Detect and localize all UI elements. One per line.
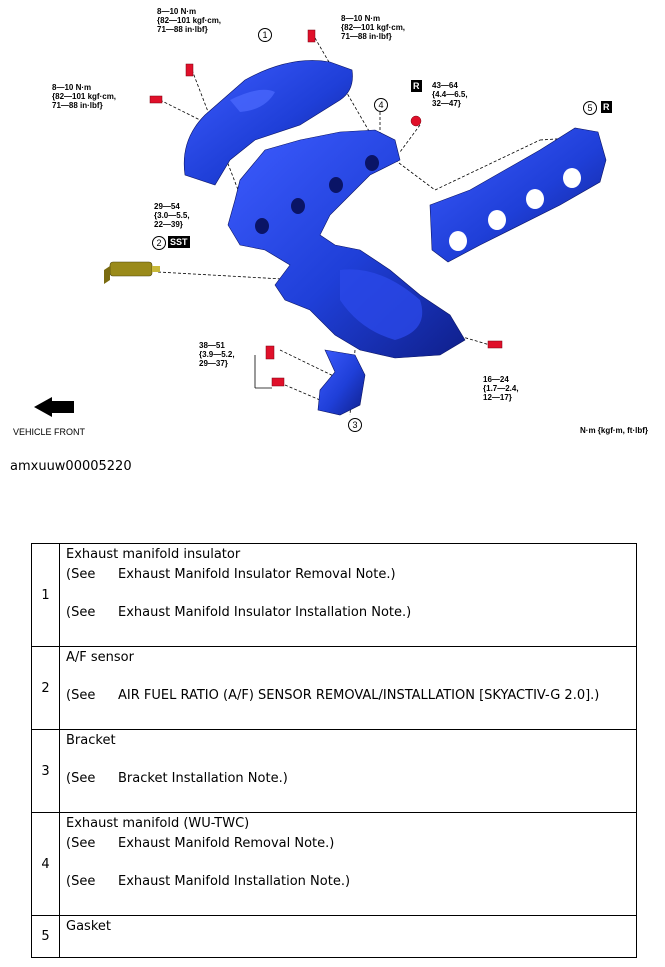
part-number: 4 [32, 813, 60, 916]
figure-id: amxuuw00005220 [10, 459, 132, 474]
reference-note [66, 873, 630, 891]
part-description-cell [60, 647, 637, 730]
reference-link[interactable]: AIR FUEL RATIO (A/F) SENSOR REMOVAL/INSTALLATION [SKYACTIV-G 2.0].) [118, 688, 600, 703]
reference-link[interactable]: Exhaust Manifold Installation Note.) [118, 874, 351, 889]
reference-note [66, 566, 630, 584]
af-sensor-part [104, 262, 160, 284]
see-prefix: (See [66, 688, 96, 703]
sst-badge: SST [170, 237, 188, 247]
callout-1: 1 [258, 28, 272, 42]
part-description-cell [60, 544, 637, 647]
reference-note [66, 835, 630, 853]
part-name: A/F sensor [66, 650, 134, 665]
part-name: Gasket [66, 919, 111, 934]
torque-label-stud: 16—24 {1.7—2.4, 12—17} [483, 375, 519, 402]
parts-table [31, 543, 637, 958]
bracket-part [318, 350, 365, 415]
part-number: 2 [32, 647, 60, 730]
part-name: Exhaust manifold (WU-TWC) [66, 816, 250, 831]
table-row [32, 730, 637, 813]
callout-4: 4 [374, 98, 388, 112]
part-name: Bracket [66, 733, 116, 748]
reference-link[interactable]: Bracket Installation Note.) [118, 771, 288, 786]
vehicle-front-arrow-icon [34, 397, 74, 417]
torque-label-bracket: 38—51 {3.9—5.2, 29—37} [199, 341, 235, 368]
part-description-cell [60, 813, 637, 916]
table-row [32, 544, 637, 647]
see-prefix: (See [66, 771, 96, 786]
reference-link[interactable]: Exhaust Manifold Insulator Installation Note.) [118, 605, 412, 620]
vehicle-front-label: VEHICLE FRONT [13, 427, 86, 437]
part-number: 3 [32, 730, 60, 813]
reference-note [66, 687, 630, 705]
callout-5: 5 [583, 101, 597, 115]
units-legend: N·m {kgf·m, ft·lbf} [580, 426, 648, 435]
reference-link[interactable]: Exhaust Manifold Removal Note.) [118, 836, 335, 851]
see-prefix: (See [66, 567, 96, 582]
replace-badge-gasket: R [603, 102, 610, 112]
exploded-diagram [0, 0, 665, 445]
diagram-graphics [0, 0, 665, 445]
replace-badge-nut: R [413, 81, 420, 91]
part-number: 5 [32, 916, 60, 958]
part-description-cell [60, 916, 637, 958]
torque-label-insulator-right: 8—10 N·m {82—101 kgf·cm, 71—88 in·lbf} [341, 14, 406, 41]
reference-note [66, 770, 630, 788]
table-row [32, 916, 637, 958]
callout-3: 3 [348, 418, 362, 432]
torque-label-sensor: 29—54 {3.0—5.5, 22—39} [154, 202, 190, 229]
torque-label-insulator-top: 8—10 N·m {82—101 kgf·cm, 71—88 in·lbf} [157, 7, 222, 34]
see-prefix: (See [66, 874, 96, 889]
see-prefix: (See [66, 605, 96, 620]
torque-label-insulator-left: 8—10 N·m {82—101 kgf·cm, 71—88 in·lbf} [52, 83, 117, 110]
table-row [32, 813, 637, 916]
see-prefix: (See [66, 836, 96, 851]
reference-note [66, 604, 630, 622]
callout-2: 2 [152, 236, 166, 250]
torque-label-nut: 43—64 {4.4—6.5, 32—47} [432, 81, 468, 108]
part-number: 1 [32, 544, 60, 647]
part-description-cell [60, 730, 637, 813]
reference-link[interactable]: Exhaust Manifold Insulator Removal Note.) [118, 567, 396, 582]
exhaust-manifold-part [228, 130, 465, 358]
part-name: Exhaust manifold insulator [66, 547, 241, 562]
table-row [32, 647, 637, 730]
